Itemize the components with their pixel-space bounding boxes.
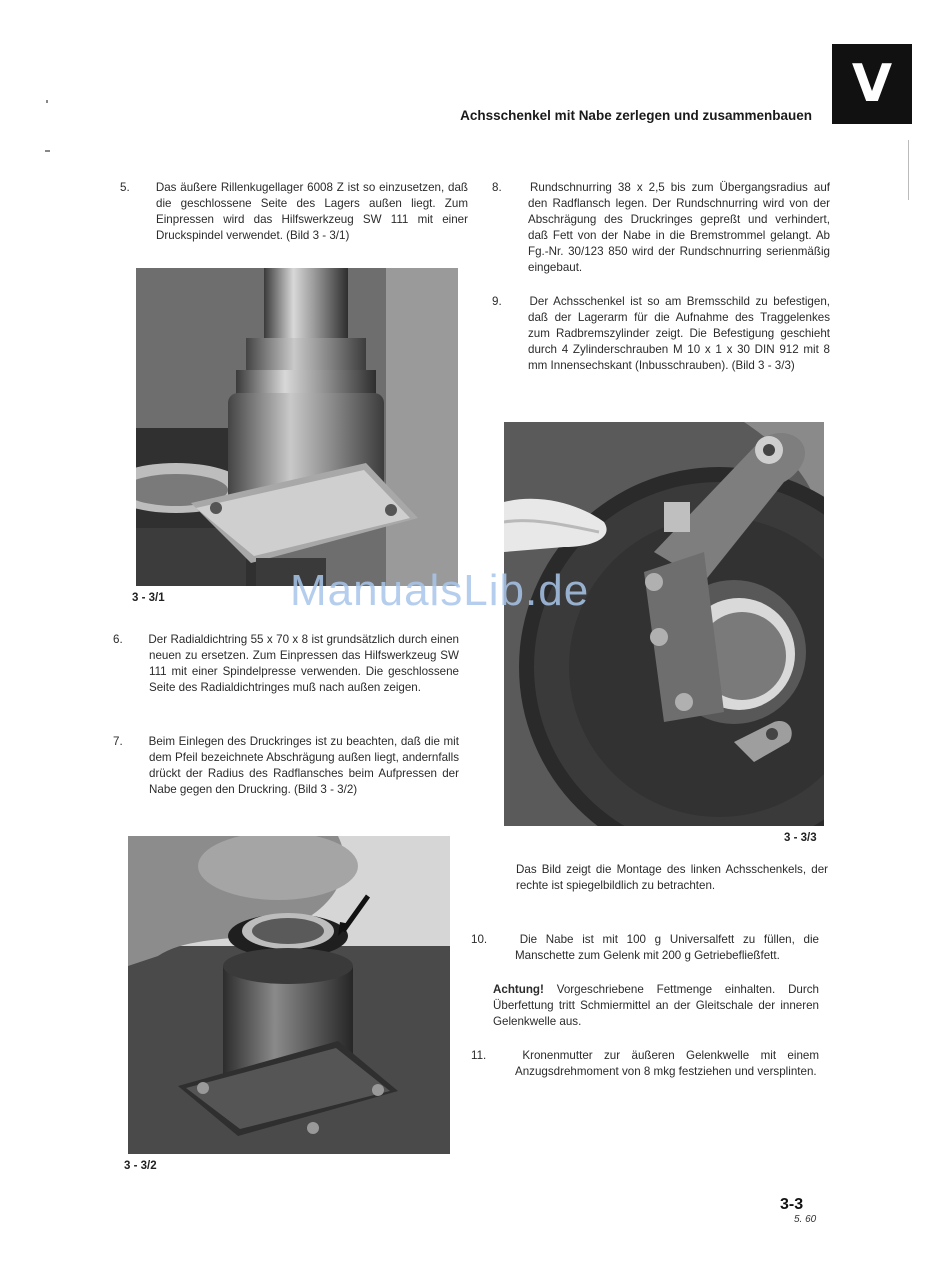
- scan-mark: [45, 150, 50, 152]
- step-text: Der Radialdichtring 55 x 70 x 8 ist grundsätzlich durch einen neuen zu ersetzen. Zum Einpressen das Hilfswerkzeug SW 111 mit einer Spindelpresse verwenden. Die geschlossene Seite des Radialdichtringes muß nach außen zeigen.: [148, 633, 459, 694]
- page-title: Achsschenkel mit Nabe zerlegen und zusammenbauen: [460, 108, 812, 123]
- figure-3-3-3-caption: 3 - 3/3: [784, 832, 817, 844]
- figure-3-3-3-illustration: [504, 422, 824, 826]
- page-date: 5. 60: [794, 1214, 817, 1225]
- figure-3-3-1-illustration: [136, 268, 458, 586]
- warning-text: Vorgeschriebene Fettmenge einhalten. Durch Überfettung tritt Schmiermittel an der Gleitschale der inneren Gelenkwelle aus.: [493, 983, 819, 1028]
- warning-label: Achtung!: [493, 983, 544, 996]
- figure-3-3-3: [504, 422, 824, 826]
- section-tab: [832, 44, 912, 124]
- step-text: Das äußere Rillenkugellager 6008 Z ist so einzusetzen, daß die geschlossene Seite des Lagers außen liegt. Zum Einpressen wird das Hilfswerkzeug SW 111 mit einer Druckspindel verwendet. (Bild 3 - 3/1): [155, 181, 468, 242]
- step-number: 10.: [471, 933, 488, 946]
- figure-3-3-1: [136, 268, 458, 586]
- section-letter: V: [851, 54, 893, 114]
- figure-3-3-3-note: [516, 862, 828, 894]
- step-number: 6.: [113, 633, 123, 646]
- watermark: ManualsLib.de: [290, 566, 590, 615]
- step-10: [471, 932, 819, 964]
- step-9: [492, 294, 830, 374]
- step-text: Kronenmutter zur äußeren Gelenkwelle mit einem Anzugsdrehmoment von 8 mkg festziehen und versplinten.: [515, 1049, 819, 1078]
- step-6: [113, 632, 459, 696]
- figure-3-3-2-illustration: [128, 836, 450, 1154]
- figure-note-text: Das Bild zeigt die Montage des linken Achsschenkels, der rechte ist spiegelbildlich zu betrachten.: [516, 863, 828, 892]
- step-text: Die Nabe ist mit 100 g Universalfett zu füllen, die Manschette zum Gelenk mit 200 g Getriebefließfett.: [515, 933, 819, 962]
- step-text: Beim Einlegen des Druckringes ist zu beachten, daß die mit dem Pfeil bezeichnete Abschrägung außen liegt, andernfalls drückt der Radius des Radflansches beim Aufpressen der Nabe gegen den Druckring. (Bild 3 - 3/2): [148, 735, 459, 796]
- step-number: 8.: [492, 181, 502, 194]
- step-number: 5.: [120, 181, 130, 194]
- step-7: [113, 734, 459, 798]
- figure-3-3-1-caption: 3 - 3/1: [132, 592, 165, 604]
- step-number: 7.: [113, 735, 123, 748]
- step-11: [471, 1048, 819, 1080]
- scan-mark: [908, 140, 909, 200]
- step-number: 11.: [471, 1049, 487, 1062]
- warning-note: [493, 982, 819, 1030]
- step-5: [120, 180, 468, 244]
- step-number: 9.: [492, 295, 502, 308]
- step-8: [492, 180, 830, 276]
- figure-3-3-2: [128, 836, 450, 1154]
- figure-3-3-2-caption: 3 - 3/2: [124, 1160, 157, 1172]
- step-text: Rundschnurring 38 x 2,5 bis zum Übergangsradius auf den Radflansch legen. Der Rundschnurring wird von der Abschrägung des Druckringes gepreßt und verhindert, daß Fett von der Nabe in die Bremstrommel gelangt. Ab Fg.-Nr. 30/123 850 wird der Rundschnurring serienmäßig eingebaut.: [528, 181, 830, 274]
- scan-mark: [46, 100, 48, 103]
- page-number: 3-3: [780, 1196, 804, 1213]
- step-text: Der Achsschenkel ist so am Bremsschild zu befestigen, daß der Lagerarm für die Aufnahme des Traggelenkes zum Radbremszylinder zeigt. Die Befestigung geschieht durch 4 Zylinderschrauben M 10 x 1 x 30 DIN 912 mit 8 mm Innensechskant (Inbusschrauben). (Bild 3 - 3/3): [528, 295, 830, 372]
